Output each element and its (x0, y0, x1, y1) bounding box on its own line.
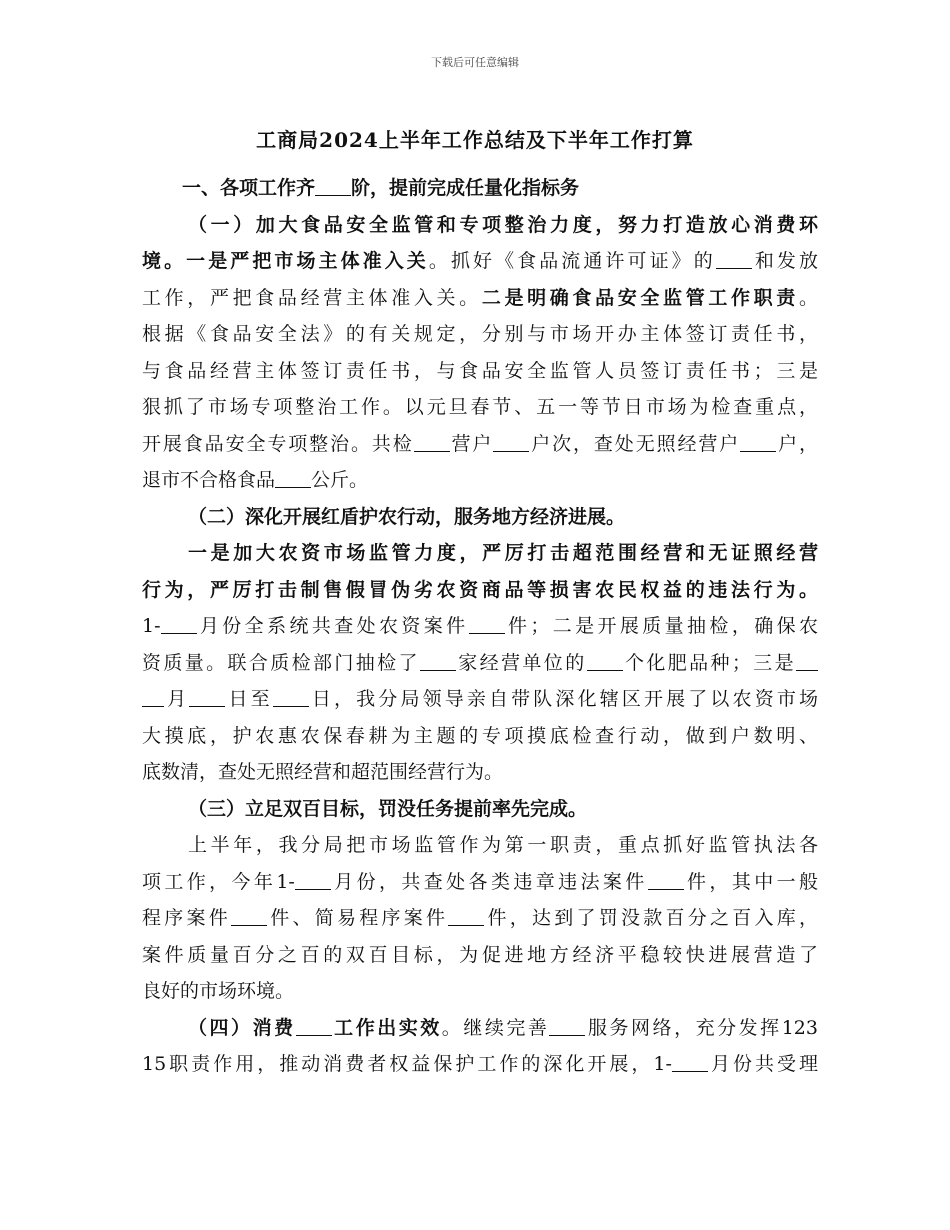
blank-field (448, 905, 484, 926)
blank-field (315, 175, 351, 196)
paragraph-line: 境。一是严把市场主体准入关。抓好《食品流通许可证》的 和发放 (142, 250, 818, 272)
blank-field (142, 686, 164, 707)
paragraph-line: 狠抓了市场专项整治工作。以元旦春节、五一等节日市场为检查重点， (142, 396, 818, 418)
paragraph-line: （一）加大食品安全监管和专项整治力度，努力打造放心消费环 (188, 213, 818, 236)
blank-field (716, 248, 752, 269)
paragraph-line: 行为，严厉打击制售假冒伪劣农资商品等损害农民权益的违法行为。 (142, 578, 818, 601)
paragraph-line: 大摸底，护农惠农保春耕为主题的专项摸底检查行动，做到户数明、 (142, 724, 818, 747)
paragraph-line: 上半年，我分局把市场监管作为第一职责，重点抓好监管执法各 (188, 834, 818, 856)
blank-field (796, 650, 818, 671)
paragraph-line: 开展食品安全专项整治。共检 营户 户次，查处无照经营户 户， (142, 432, 818, 455)
section-heading-2: （二）深化开展红盾护农行动，服务地方经济进展。 (188, 505, 626, 528)
paragraph-line: 良好的市场环境。 (142, 980, 295, 1002)
paragraph-line: 程序案件 件、简易程序案件 件，达到了罚没款百分之百入库， (142, 907, 818, 929)
paragraph-line: 项工作，今年1- 月份，共查处各类违章违法案件 件，其中一般 (142, 870, 818, 893)
paragraph-line: 资质量。联合质检部门抽检了 家经营单位的 个化肥品种；三是 (142, 645, 818, 682)
blank-field (161, 613, 197, 634)
paragraph-line: 工作，严把食品经营主体准入关。二是明确食品安全监管工作职责。 (142, 286, 818, 309)
blank-field (648, 869, 684, 890)
blank-field (295, 869, 331, 890)
paragraph-line: 与食品经营主体签订责任书，与食品安全监管人员签订责任书；三是 (142, 359, 818, 382)
section-heading-1: 一、各项工作齐 阶，提前完成任量化指标务 (182, 177, 580, 199)
blank-field (740, 431, 776, 452)
blank-field (296, 1015, 332, 1036)
blank-field (469, 613, 505, 634)
paragraph-line: 一是加大农资市场监管力度，严厉打击超范围经营和无证照经营 (188, 542, 818, 564)
paragraph-line: 退市不合格食品 公斤。 (142, 469, 369, 491)
paragraph-line: 月 日至 日，我分局领导亲自带队深化辖区开展了以农资市场 (142, 681, 818, 718)
blank-field (275, 467, 311, 488)
paragraph-line: 根据《食品安全法》的有关规定，分别与市场开办主体签订责任书， (142, 323, 818, 345)
section-heading-3: （三）立足双百目标，罚没任务提前率先完成。 (188, 797, 588, 820)
blank-field (273, 686, 309, 707)
paragraph-line: 底数清，查处无照经营和超范围经营行为。 (142, 761, 504, 783)
document-title: 工商局2024上半年工作总结及下半年工作打算 (256, 128, 694, 152)
blank-field (189, 686, 225, 707)
blank-field (414, 431, 450, 452)
paragraph-line: 15职责作用，推动消费者权益保护工作的深化开展，1- 月份共受理 (142, 1053, 818, 1075)
blank-field (587, 650, 623, 671)
blank-field (672, 1051, 708, 1072)
document-body (142, 170, 818, 1083)
page-header: 下载后可任意编辑 (431, 56, 519, 69)
paragraph-line: 案件质量百分之百的双百目标，为促进地方经济平稳较快进展营造了 (142, 943, 818, 966)
paragraph-line: 1- 月份全系统共查处农资案件 件；二是开展质量抽检，确保农 (142, 615, 818, 637)
blank-field (493, 431, 529, 452)
blank-field (420, 650, 456, 671)
blank-field (231, 905, 267, 926)
blank-field (549, 1015, 585, 1036)
paragraph-line: （四）消费 工作出实效。继续完善 服务网络，充分发挥123 (188, 1016, 818, 1039)
